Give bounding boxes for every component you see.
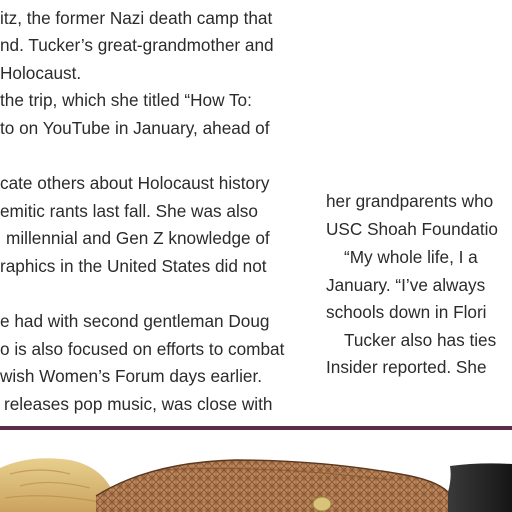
text-line: millennial and Gen Z knowledge of	[6, 228, 270, 248]
text-line: emitic rants last fall. She was also	[0, 201, 258, 221]
text-line: “My whole life, I a	[344, 247, 478, 267]
text-line: Insider reported. She	[326, 357, 487, 377]
article-photo	[0, 430, 512, 512]
text-line: releases pop music, was close with	[4, 394, 273, 414]
text-line: Holocaust.	[0, 63, 82, 83]
text-line: cate others about Holocaust history	[0, 173, 270, 193]
photo-illustration	[0, 430, 512, 512]
text-line: raphics in the United States did not	[0, 256, 267, 276]
text-line: to on YouTube in January, ahead of	[0, 118, 270, 138]
text-line: e had with second gentleman Doug	[0, 311, 270, 331]
text-line: Tucker also has ties	[344, 330, 497, 350]
text-line: her grandparents who	[326, 191, 494, 211]
text-line: USC Shoah Foundatio	[326, 219, 498, 239]
text-line: January. “I’ve always	[326, 275, 486, 295]
text-line: itz, the former Nazi death camp that	[0, 8, 273, 28]
text-line: nd. Tucker’s great-grandmother and	[0, 35, 274, 55]
text-line: o is also focused on efforts to combat	[0, 339, 285, 359]
text-line: the trip, which she titled “How To:	[0, 90, 252, 110]
text-line: schools down in Flori	[326, 302, 487, 322]
text-line: wish Women’s Forum days earlier.	[0, 366, 263, 386]
